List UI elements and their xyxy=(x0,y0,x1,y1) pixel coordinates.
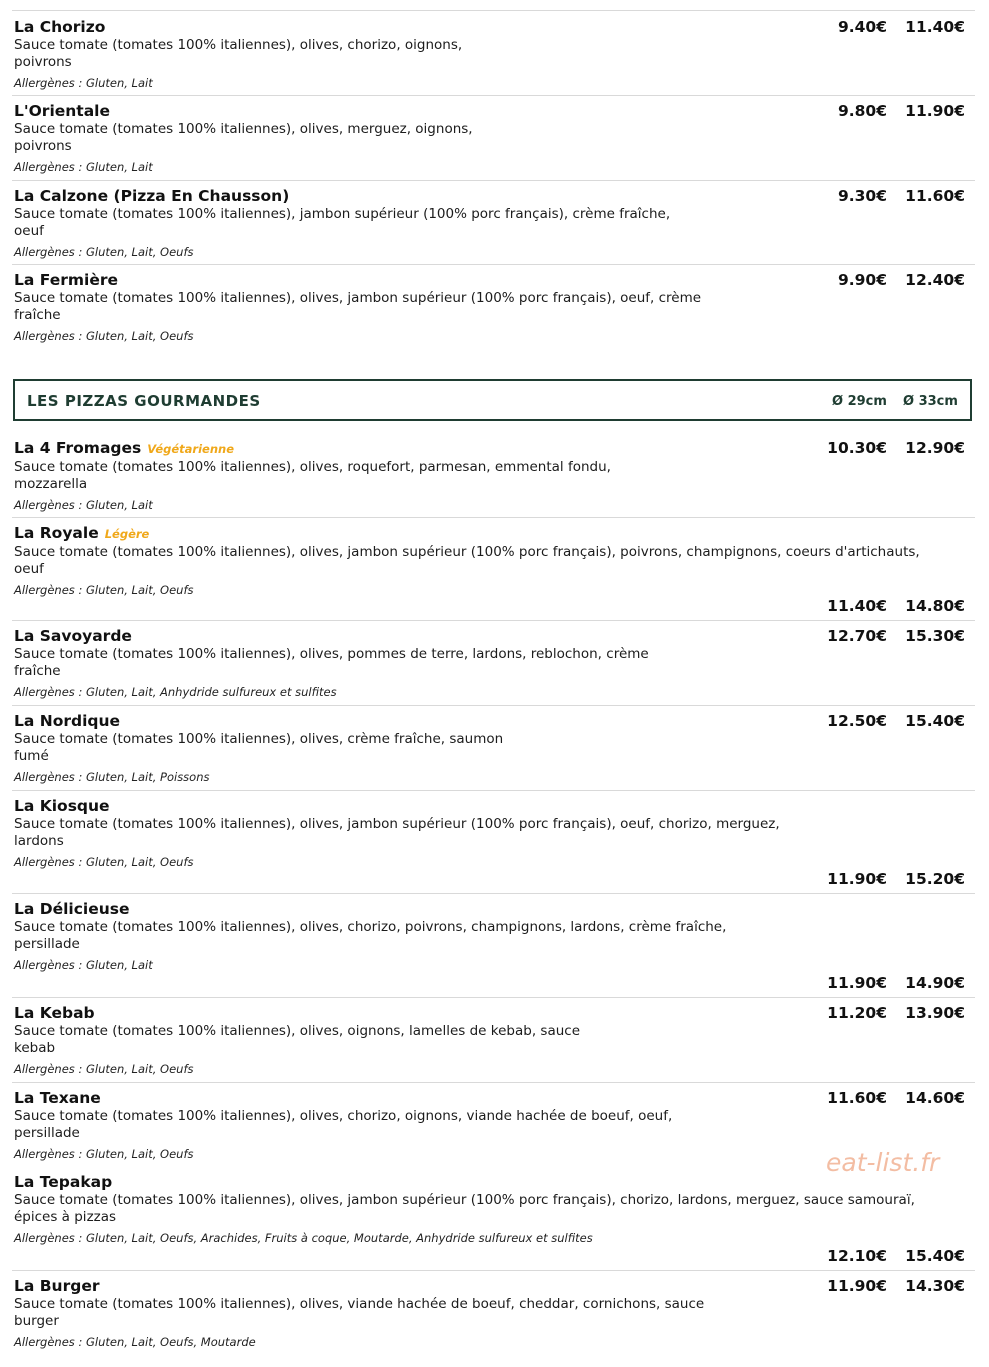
divider xyxy=(12,705,975,706)
item-name: La Fermière xyxy=(14,271,118,289)
item-description: Sauce tomate (tomates 100% italiennes), jambon supérieur (100% porc français), crème fraîche, oeuf xyxy=(14,206,671,239)
price-small: 11.90€ xyxy=(827,1277,887,1295)
item-name: La Tepakap xyxy=(14,1173,113,1191)
item-allergens: Allergènes : Gluten, Lait xyxy=(14,958,153,972)
section-title: LES PIZZAS GOURMANDES xyxy=(27,392,261,410)
item-allergens: Allergènes : Gluten, Lait, Oeufs xyxy=(14,583,194,597)
item-name: La Royale Légère xyxy=(14,524,150,542)
item-allergens: Allergènes : Gluten, Lait xyxy=(14,76,153,90)
divider xyxy=(12,997,975,998)
item-allergens: Allergènes : Gluten, Lait xyxy=(14,498,153,512)
price-large: 15.40€ xyxy=(905,712,965,730)
divider xyxy=(12,790,975,791)
menu-item-fermiere xyxy=(14,270,975,344)
item-name: La Kebab xyxy=(14,1004,95,1022)
price-large: 11.90€ xyxy=(905,102,965,120)
divider xyxy=(12,95,975,96)
item-description: Sauce tomate (tomates 100% italiennes), olives, chorizo, oignons, viande hachée de boeuf, oeuf, persillade xyxy=(14,1108,673,1141)
price-large: 15.40€ xyxy=(905,1247,965,1265)
item-allergens: Allergènes : Gluten, Lait, Poissons xyxy=(14,770,210,784)
price-large: 14.90€ xyxy=(905,974,965,992)
menu-item-tepakap xyxy=(14,1172,975,1246)
divider xyxy=(12,620,975,621)
price-small: 12.10€ xyxy=(827,1247,887,1265)
item-description: Sauce tomate (tomates 100% italiennes), olives, crème fraîche, saumon fumé xyxy=(14,731,504,764)
item-allergens: Allergènes : Gluten, Lait, Oeufs xyxy=(14,1062,194,1076)
price-small: 11.90€ xyxy=(827,870,887,888)
light-tag: Légère xyxy=(104,527,150,541)
divider xyxy=(12,1082,975,1083)
price-large: 12.90€ xyxy=(905,439,965,457)
item-name: La Délicieuse xyxy=(14,900,130,918)
price-large: 13.90€ xyxy=(905,1004,965,1022)
divider xyxy=(12,893,975,894)
item-name: L'Orientale xyxy=(14,102,110,120)
price-large: 14.30€ xyxy=(905,1277,965,1295)
item-description: Sauce tomate (tomates 100% italiennes), olives, jambon supérieur (100% porc français), oeuf, chorizo, merguez, lardons xyxy=(14,816,780,849)
price-small: 9.30€ xyxy=(837,187,887,205)
divider xyxy=(12,10,975,11)
price-small: 12.50€ xyxy=(827,712,887,730)
price-large: 15.20€ xyxy=(905,870,965,888)
menu-item-delicieuse xyxy=(14,899,975,973)
item-description: Sauce tomate (tomates 100% italiennes), olives, jambon supérieur (100% porc français), oeuf, crème fraîche xyxy=(14,290,702,323)
divider xyxy=(12,264,975,265)
item-allergens: Allergènes : Gluten, Lait, Oeufs, Arachides, Fruits à coque, Moutarde, Anhydride sulfureux et sulfites xyxy=(14,1231,593,1245)
item-name: La Calzone (Pizza En Chausson) xyxy=(14,187,290,205)
menu-item-kiosque xyxy=(14,796,975,870)
item-allergens: Allergènes : Gluten, Lait, Oeufs xyxy=(14,245,194,259)
item-description: Sauce tomate (tomates 100% italiennes), olives, viande hachée de boeuf, cheddar, cornichons, sauce burger xyxy=(14,1296,705,1329)
item-description: Sauce tomate (tomates 100% italiennes), olives, jambon supérieur (100% porc français), chorizo, lardons, merguez, sauce samouraï, épices à pizzas xyxy=(14,1192,915,1225)
item-name: La Nordique xyxy=(14,712,121,730)
item-allergens: Allergènes : Gluten, Lait, Oeufs, Moutarde xyxy=(14,1335,256,1349)
item-allergens: Allergènes : Gluten, Lait xyxy=(14,160,153,174)
divider xyxy=(12,517,975,518)
item-description: Sauce tomate (tomates 100% italiennes), olives, merguez, oignons, poivrons xyxy=(14,121,473,154)
item-allergens: Allergènes : Gluten, Lait, Oeufs xyxy=(14,1147,194,1161)
watermark: eat-list.fr xyxy=(826,1148,940,1177)
divider xyxy=(12,1270,975,1271)
price-small: 11.20€ xyxy=(827,1004,887,1022)
item-description: Sauce tomate (tomates 100% italiennes), olives, oignons, lamelles de kebab, sauce kebab xyxy=(14,1023,581,1056)
menu-item-orientale xyxy=(14,101,975,175)
price-large: 11.40€ xyxy=(905,18,965,36)
price-small: 11.90€ xyxy=(827,974,887,992)
size-large-label: Ø 33cm xyxy=(903,394,958,409)
item-allergens: Allergènes : Gluten, Lait, Oeufs xyxy=(14,329,194,343)
price-small: 10.30€ xyxy=(827,439,887,457)
menu-item-calzone xyxy=(14,186,975,260)
item-description: Sauce tomate (tomates 100% italiennes), olives, chorizo, oignons, poivrons xyxy=(14,37,463,70)
price-large: 14.80€ xyxy=(905,597,965,615)
item-description: Sauce tomate (tomates 100% italiennes), olives, chorizo, poivrons, champignons, lardons, crème fraîche, persillade xyxy=(14,919,727,952)
price-small: 12.70€ xyxy=(827,627,887,645)
item-name: La Texane xyxy=(14,1089,101,1107)
item-name: La Savoyarde xyxy=(14,627,132,645)
price-small: 9.80€ xyxy=(837,102,887,120)
item-name: La Chorizo xyxy=(14,18,106,36)
vegetarian-tag: Végétarienne xyxy=(147,442,234,456)
menu-item-chorizo xyxy=(14,17,975,91)
price-small: 11.40€ xyxy=(827,597,887,615)
item-allergens: Allergènes : Gluten, Lait, Oeufs xyxy=(14,855,194,869)
menu-item-royale xyxy=(14,523,975,598)
item-name: La Burger xyxy=(14,1277,100,1295)
item-name: La Kiosque xyxy=(14,797,110,815)
divider xyxy=(12,180,975,181)
size-small-label: Ø 29cm xyxy=(832,394,887,409)
price-large: 14.60€ xyxy=(905,1089,965,1107)
price-large: 12.40€ xyxy=(905,271,965,289)
item-description: Sauce tomate (tomates 100% italiennes), olives, pommes de terre, lardons, reblochon, crème fraîche xyxy=(14,646,649,679)
price-large: 15.30€ xyxy=(905,627,965,645)
price-small: 11.60€ xyxy=(827,1089,887,1107)
item-allergens: Allergènes : Gluten, Lait, Anhydride sulfureux et sulfites xyxy=(14,685,337,699)
item-description: Sauce tomate (tomates 100% italiennes), olives, roquefort, parmesan, emmental fondu, mozzarella xyxy=(14,459,611,492)
item-name: La 4 Fromages Végétarienne xyxy=(14,439,234,457)
section-header-pizzas-gourmandes xyxy=(13,379,972,421)
item-description: Sauce tomate (tomates 100% italiennes), olives, jambon supérieur (100% porc français), poivrons, champignons, coeurs d'artichauts, oeuf xyxy=(14,544,920,577)
price-small: 9.90€ xyxy=(837,271,887,289)
price-small: 9.40€ xyxy=(837,18,887,36)
price-large: 11.60€ xyxy=(905,187,965,205)
